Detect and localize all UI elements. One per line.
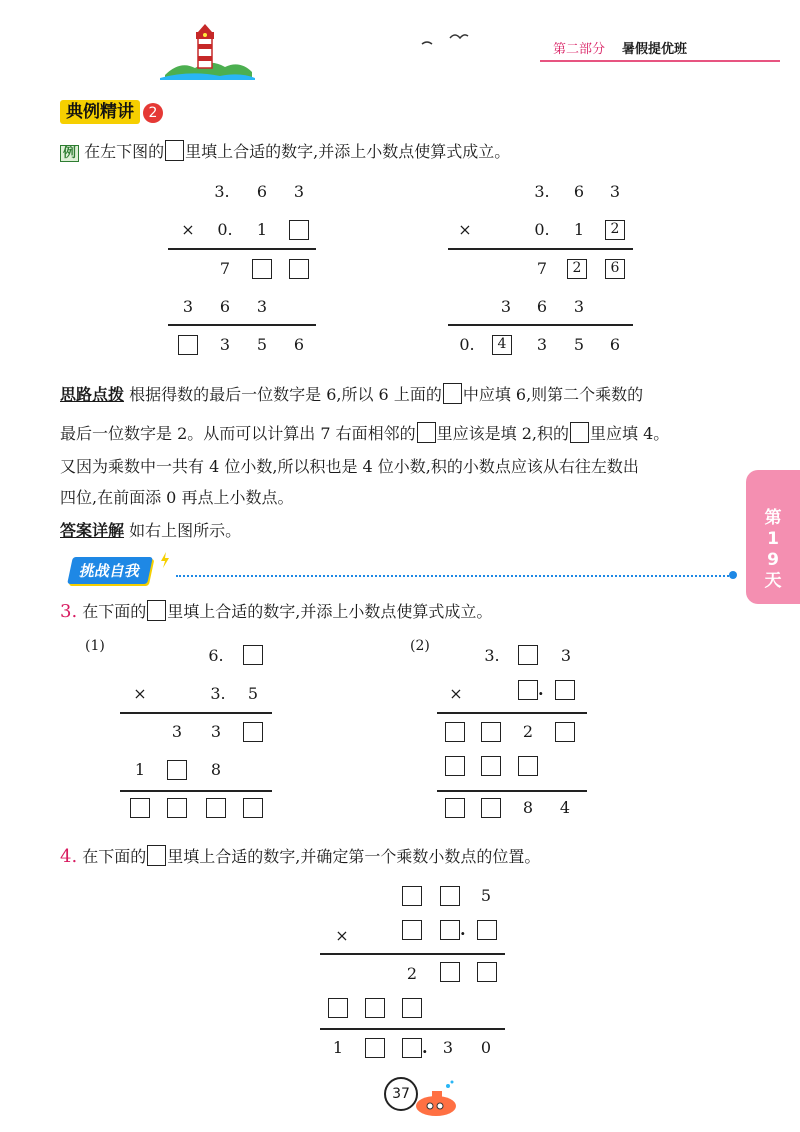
answer-box: [481, 798, 501, 818]
answer-box: [243, 722, 263, 742]
digit: 3: [500, 297, 512, 316]
digit: 3: [560, 646, 572, 665]
calc-rule: [448, 248, 633, 250]
digit: 5: [573, 335, 585, 354]
example-marker: 例: [60, 145, 79, 162]
answer-box: [440, 886, 460, 906]
q3-part1-label: (1): [85, 638, 105, 654]
answer-box-filled: 4: [492, 335, 512, 355]
analysis-text: 最后一位数字是 2。从而可以计算出 7 右面相邻的: [60, 424, 416, 443]
decimal-point: .: [538, 680, 544, 699]
answer-box: [445, 722, 465, 742]
analysis-text: 里应填 4。: [589, 424, 670, 443]
decimal-point: .: [422, 1038, 428, 1057]
digit: 3: [182, 297, 194, 316]
section-badge: [60, 97, 163, 123]
digit: 6: [293, 335, 305, 354]
calc-rule: [168, 248, 316, 250]
q3-number: 3.: [60, 601, 78, 622]
digit: 3: [442, 1038, 454, 1057]
analysis-line-3: [60, 459, 639, 475]
times-sign: ×: [449, 684, 463, 703]
answer-box: [167, 760, 187, 780]
answer-box: [252, 259, 272, 279]
answer-box: [481, 722, 501, 742]
answer-box: [402, 920, 422, 940]
submarine-icon: [408, 1080, 458, 1120]
digit: 6: [536, 297, 548, 316]
digit: 0.: [534, 220, 550, 239]
digit: 3.: [214, 182, 230, 201]
example-prompt-a: 在左下图的: [84, 142, 165, 161]
digit: 7: [219, 259, 231, 278]
challenge-rule: [176, 575, 732, 577]
answer-box-icon: [147, 845, 166, 866]
digit: 3: [171, 722, 183, 741]
analysis-label: 思路点拨: [60, 385, 125, 404]
analysis-text: 又因为乘数中一共有 4 位小数,所以积也是 4 位小数,积的小数点应该从右往左数出: [60, 457, 639, 476]
answer-box: [328, 998, 348, 1018]
answer-box: [167, 798, 187, 818]
digit: 3.: [210, 684, 226, 703]
answer-line: [60, 523, 241, 539]
calc-rule: [120, 790, 272, 792]
answer-box: [555, 680, 575, 700]
answer-box: [243, 645, 263, 665]
answer-box-filled: 2: [567, 259, 587, 279]
analysis-line-4: [60, 490, 293, 506]
answer-box: [555, 722, 575, 742]
answer-box: [206, 798, 226, 818]
example-prompt-b: 里填上合适的数字,并添上小数点使算式成立。: [185, 142, 511, 161]
digit: 1: [134, 760, 146, 779]
analysis-text: 中应填 6,则第二个乘数的: [462, 385, 644, 404]
digit: 4: [559, 798, 571, 817]
digit: 6.: [208, 646, 224, 665]
times-sign: ×: [133, 684, 147, 703]
answer-box-icon: [570, 422, 589, 443]
q3-prompt-a: 在下面的: [82, 602, 147, 621]
section-badge-number: 2: [143, 103, 163, 123]
birds-icon: [420, 30, 470, 50]
digit: 3: [219, 335, 231, 354]
times-sign: ×: [181, 220, 195, 239]
digit: 1: [573, 220, 585, 239]
answer-label: 答案详解: [60, 521, 125, 540]
answer-box: [365, 998, 385, 1018]
calc-rule: [168, 324, 316, 326]
answer-box-icon: [147, 600, 166, 621]
answer-box: [477, 962, 497, 982]
answer-text: 如右上图所示。: [129, 521, 242, 540]
digit: 2: [522, 722, 534, 741]
digit: 3.: [534, 182, 550, 201]
answer-box: [365, 1038, 385, 1058]
answer-box: [243, 798, 263, 818]
answer-box: [178, 335, 198, 355]
header-rule: [540, 60, 780, 62]
digit: 3.: [484, 646, 500, 665]
calc-rule: [120, 712, 272, 714]
answer-box: [289, 220, 309, 240]
digit: 2: [406, 964, 418, 983]
answer-box-icon: [165, 140, 184, 161]
header-title: 暑假提优班: [622, 42, 688, 57]
digit: 0.: [459, 335, 475, 354]
digit: 3: [609, 182, 621, 201]
side-tab-label: 第19天: [764, 508, 782, 591]
calc-rule: [437, 790, 587, 792]
answer-box: [130, 798, 150, 818]
q4-prompt-a: 在下面的: [82, 847, 147, 866]
digit: 1: [256, 220, 268, 239]
digit: 0.: [217, 220, 233, 239]
answer-box: [445, 798, 465, 818]
calc-rule: [320, 1028, 505, 1030]
times-sign: ×: [335, 926, 349, 945]
digit: 8: [522, 798, 534, 817]
digit: 7: [536, 259, 548, 278]
digit: 5: [256, 335, 268, 354]
digit: 6: [256, 182, 268, 201]
digit: 3: [573, 297, 585, 316]
digit: 1: [332, 1038, 344, 1057]
times-sign: ×: [458, 220, 472, 239]
digit: 3: [256, 297, 268, 316]
answer-box: [440, 962, 460, 982]
section-badge-label: 典例精讲: [60, 100, 140, 124]
answer-box: [477, 920, 497, 940]
answer-box: [402, 1038, 422, 1058]
example-prompt: [60, 140, 510, 161]
answer-box: [518, 645, 538, 665]
q3-part2-label: (2): [410, 638, 430, 654]
answer-box: [518, 756, 538, 776]
challenge-banner: 挑战自我: [67, 557, 153, 584]
digit: 3: [293, 182, 305, 201]
analysis-text: 四位,在前面添 0 再点上小数点。: [60, 488, 294, 507]
digit: 6: [609, 335, 621, 354]
answer-box: [445, 756, 465, 776]
calc-rule: [448, 324, 633, 326]
answer-box-icon: [443, 383, 462, 404]
answer-box-filled: 2: [605, 220, 625, 240]
side-tab: [746, 470, 800, 604]
digit: 8: [210, 760, 222, 779]
answer-box: [440, 920, 460, 940]
digit: 6: [219, 297, 231, 316]
calc-rule: [437, 712, 587, 714]
analysis-text: 根据得数的最后一位数字是 6,所以 6 上面的: [129, 385, 442, 404]
calc-rule: [320, 953, 505, 955]
lightning-icon: [160, 552, 170, 568]
analysis-line-1: [60, 383, 643, 404]
digit: 3: [536, 335, 548, 354]
q4-number: 4.: [60, 846, 78, 867]
digit: 0: [480, 1038, 492, 1057]
digit: 5: [247, 684, 259, 703]
analysis-line-2: [60, 422, 669, 443]
answer-box-icon: [417, 422, 436, 443]
lighthouse-icon: [160, 20, 255, 80]
page-number: 37: [384, 1077, 418, 1111]
digit: 6: [573, 182, 585, 201]
header-part: 第二部分: [553, 42, 606, 57]
digit: 5: [480, 886, 492, 905]
q3-prompt: [60, 600, 492, 621]
decimal-point: .: [460, 920, 466, 939]
q3-prompt-b: 里填上合适的数字,并添上小数点使算式成立。: [167, 602, 493, 621]
q4-prompt: [60, 845, 540, 866]
analysis-text: 里应该是填 2,积的: [436, 424, 569, 443]
answer-box-filled: 6: [605, 259, 625, 279]
answer-box: [518, 680, 538, 700]
answer-box: [402, 998, 422, 1018]
q4-prompt-b: 里填上合适的数字,并确定第一个乘数小数点的位置。: [167, 847, 541, 866]
answer-box: [402, 886, 422, 906]
digit: 3: [210, 722, 222, 741]
answer-box: [289, 259, 309, 279]
answer-box: [481, 756, 501, 776]
dot-icon: [729, 571, 737, 579]
